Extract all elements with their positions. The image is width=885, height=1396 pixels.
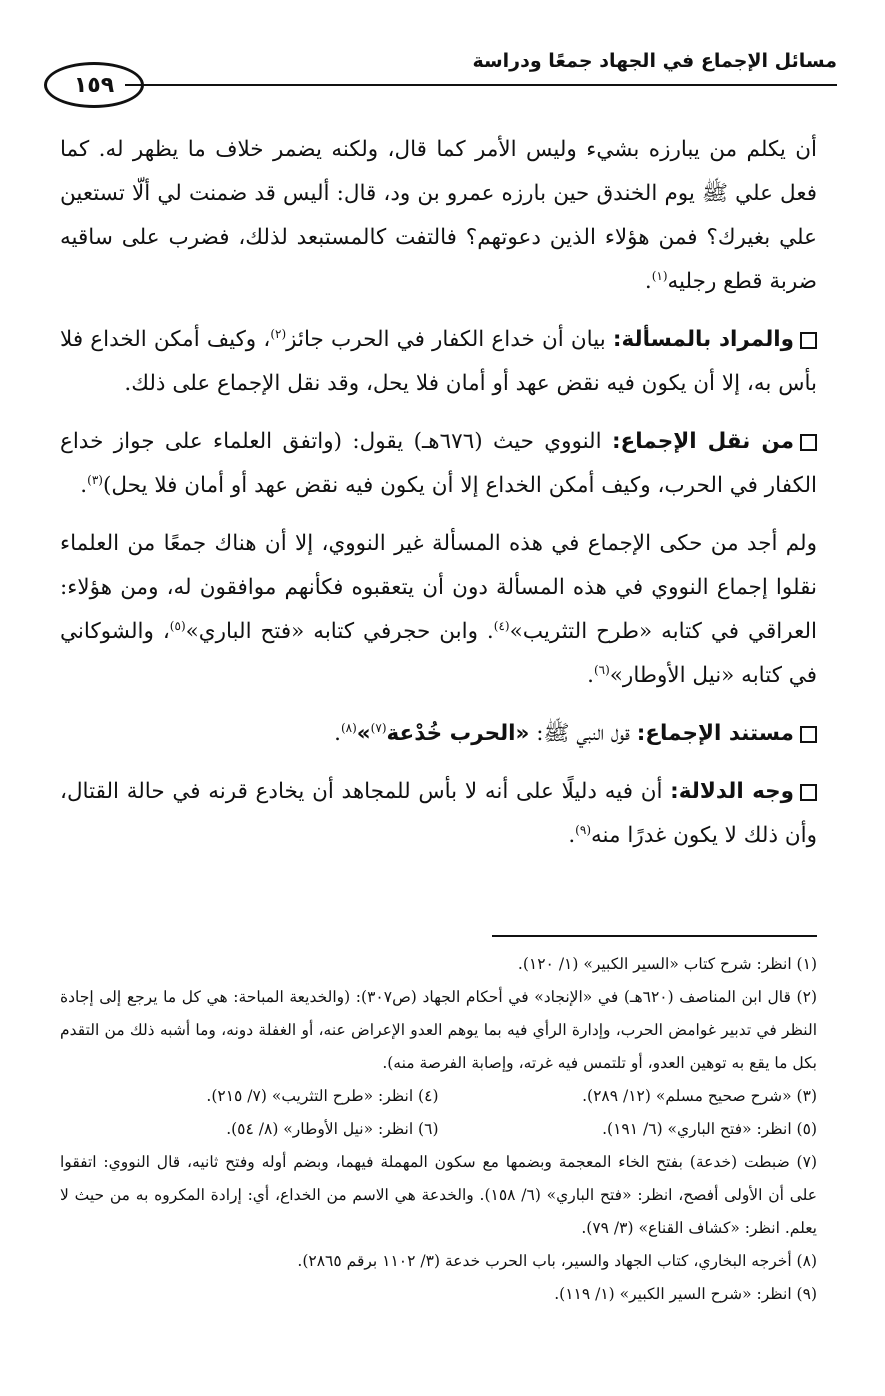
footnote-row [60,1113,817,1146]
footnote-8: (٨) أخرجه البخاري، كتاب الجهاد والسير، باب الحرب خدعة (٣/ ١١٠٢ برقم ٢٨٦٥). [297,1252,817,1270]
paragraph-3 [60,420,817,508]
footnote-ref: (٧) [370,720,387,735]
paragraph-end: . [80,473,88,498]
footnote-6: (٦) انظر: «نيل الأوطار» (٨/ ٥٤). [226,1120,439,1138]
paragraph-6 [60,770,817,858]
footnote-4: (٤) انظر: «طرح التثريب» (٧/ ٢١٥). [206,1087,439,1105]
footnote-row [60,1080,817,1113]
quote-close: » [356,721,371,746]
footnote-ref: (٥) [169,618,186,633]
footnote-ref: (١) [651,268,668,283]
paragraph-end: . [568,823,576,848]
section-lead: من نقل الإجماع: [611,429,795,454]
paragraph-text: ولم أجد من حكى الإجماع في هذه المسألة غير النووي، إلا أن هناك جمعًا من العلماء نقلوا إجماع النووي في هذه المسألة دون أن يتعقبوه فكأنهم موافقون له، ومن هؤلاء: العراقي في كتابه «طرح التثريب» [60,531,817,644]
paragraph-text: . وابن حجرفي كتابه «فتح الباري» [185,619,494,644]
main-text [60,128,817,858]
running-title: مسائل الإجماع في الجهاد جمعًا ودراسة [472,50,837,72]
paragraph-4 [60,522,817,698]
footnote-1: (١) انظر: شرح كتاب «السير الكبير» (١/ ١٢٠). [517,955,817,973]
square-bullet-icon [800,726,817,743]
section-lead: مستند الإجماع: [636,721,794,746]
page-number-badge [44,62,144,108]
paragraph-text: بيان أن خداع الكفار في الحرب جائز [286,327,606,352]
paragraph-end: . [587,663,594,688]
footnote-ref: (٣) [87,472,103,487]
paragraph-end: . [334,721,341,746]
hadith-quote: «الحرب خُدْعة [386,721,530,746]
paragraph-text: أن فيه دليلًا على أنه لا بأس للمجاهد أن يخادع قرنه في حالة القتال، وأن ذلك لا يكون غدرًا منه [60,779,817,848]
paragraph-text: أن يكلم من يبارزه بشيء وليس الأمر كما قال، ولكنه يضمر خلاف ما يظهر له. كما فعل علي ﷺ يوم الخندق حين بارزه عمرو بن ود، قال: أليس قد ضمنت لي ألّا تستعين علي بغيرك؟ فمن هؤلاء الذين دعوتهم؟ فالتفت كالمستبعد لذلك، فضرب على ساقيه ضربة قطع رجليه [60,137,817,294]
paragraph-5 [60,712,817,756]
footnote-ref: (٤) [493,618,510,633]
footnote-ref: (٢) [270,326,287,341]
footnote-2: (٢) قال ابن المناصف (٦٢٠هـ) في «الإنجاد» في أحكام الجهاد (ص٣٠٧): (والخديعة المباحة: هي كل ما يرجع إلى إجادة النظر في تدبير غوامض الحرب، وإدارة الرأي فيه بما يوهم العدو الإعراض عنه، أو الغفلة دونه، وما أشبه ذلك من التقدم بكل ما يقع به توهين العدو، أو تلتمس فيه غرته، وإصابة الفرصة منه). [60,988,817,1072]
section-lead: وجه الدلالة: [670,779,794,804]
header-rule [125,84,837,86]
paragraph-1 [60,128,817,304]
paragraph-text: ، وكيف أمكن الخداع فلا بأس به، إلا أن يكون فيه نقض عهد أو أمان فلا يحل، وقد نقل الإجماع على ذلك. [60,327,817,396]
footnote-ref: (٦) [593,662,610,677]
paragraph-text: ، والشوكاني في كتابه «نيل الأوطار» [60,619,817,688]
square-bullet-icon [800,784,817,801]
page-number: ١٥٩ [73,72,115,98]
footnote-7: (٧) ضبطت (خدعة) بفتح الخاء المعجمة وبضمها مع سكون المهملة فيهما، وبضم أوله وفتح ثانيه، قال النووي: اتفقوا على أن الأولى أفصح، انظر: «فتح الباري» (٦/ ١٥٨). والخدعة هي الاسم من الخداع، أي: إرادة المكروه به من حيث لا يعلم. انظر: «كشاف القناع» (٣/ ٧٩). [60,1153,817,1237]
footnote-ref: (٩) [575,822,591,837]
paragraph-2 [60,318,817,406]
square-bullet-icon [800,434,817,451]
page-header [0,0,885,120]
footnote-3: (٣) «شرح صحيح مسلم» (١٢/ ٢٨٩). [582,1087,817,1105]
footnote-9: (٩) انظر: «شرح السير الكبير» (١/ ١١٩). [554,1285,817,1303]
paragraph-end: . [644,269,652,294]
paragraph-text: النووي حيث (٦٧٦هـ) يقول: (واتفق العلماء على جواز خداع الكفار في الحرب، وكيف أمكن الخداع إلا أن يكون فيه نقض عهد أو أمان فلا يحل) [60,429,817,498]
paragraph-text: قول النبي ﷺ: [529,721,630,746]
footnote-separator [492,935,817,937]
square-bullet-icon [800,332,817,349]
footnote-ref: (٨) [340,720,357,735]
footnotes [60,948,817,1311]
section-lead: والمراد بالمسألة: [612,327,795,352]
footnote-5: (٥) انظر: «فتح الباري» (٦/ ١٩١). [602,1120,817,1138]
